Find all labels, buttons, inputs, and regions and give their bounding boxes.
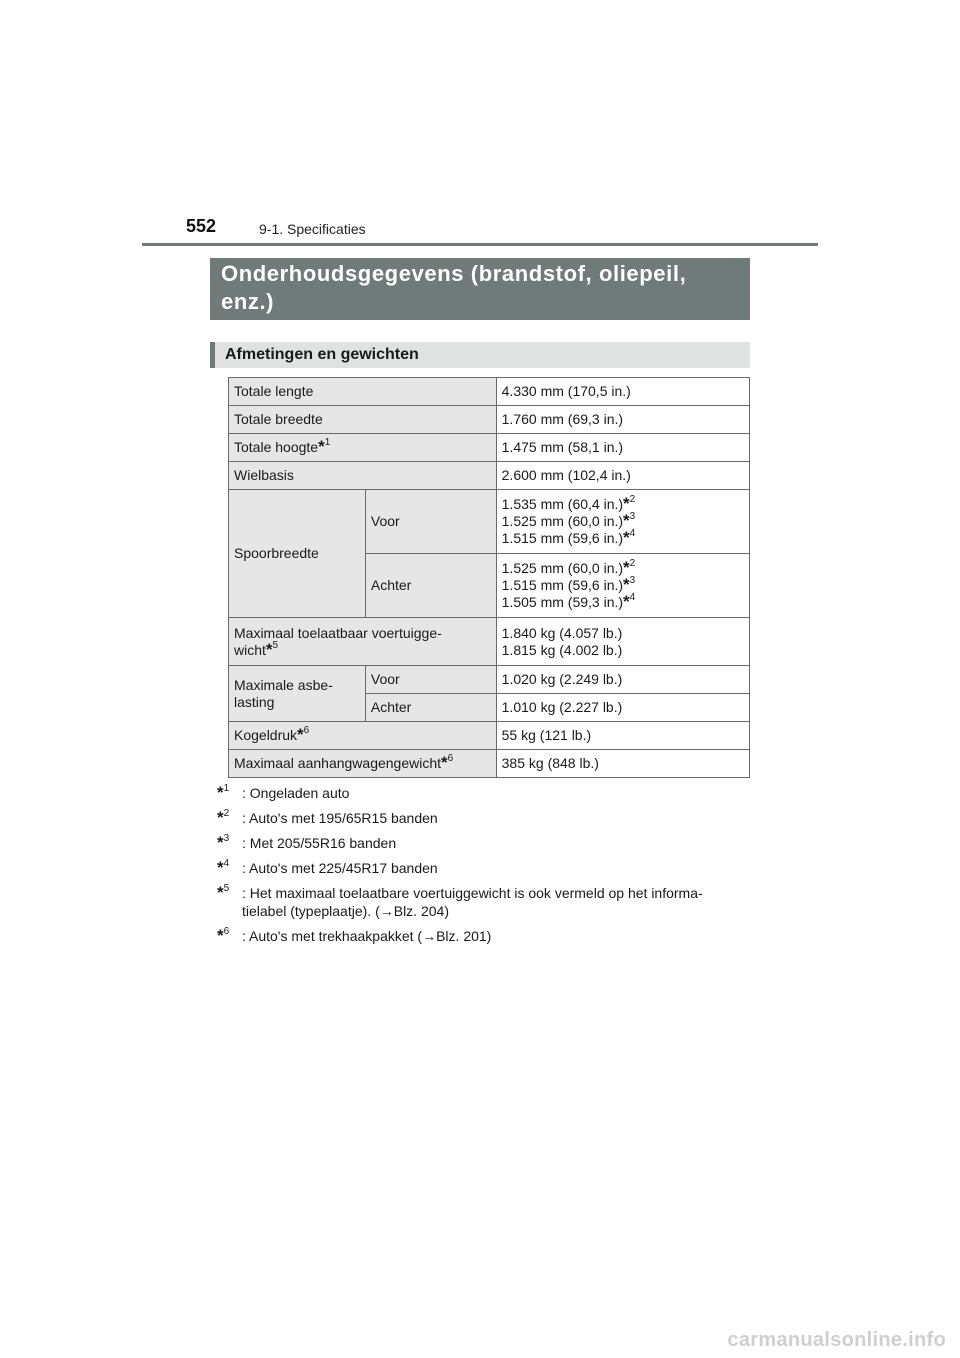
asterisk-icon: * [623, 528, 630, 547]
table-row [229, 462, 750, 490]
footnote-text: : Ongeladen auto [242, 785, 350, 801]
asterisk-icon: * [623, 575, 630, 594]
footnote-number: 2 [223, 808, 230, 819]
value-line: 1.535 mm (60,4 in.)*$^2$ [501, 494, 636, 513]
table-row [229, 490, 750, 554]
footnote-number: 5 [223, 883, 230, 894]
table-row [229, 406, 750, 434]
footnote-text: : Auto's met 195/65R15 banden [242, 810, 438, 826]
title-banner [210, 258, 750, 320]
asterisk-icon: * [623, 511, 630, 530]
row-label-axle-load [229, 666, 366, 722]
footnote-ref: 3 [629, 511, 636, 522]
table-row [229, 618, 750, 666]
footnote-ref: 4 [629, 528, 636, 539]
page-title: Onderhoudsgegevens (brandstof, oliepeil, enz.) [221, 261, 687, 314]
dimensions-table [228, 377, 750, 778]
value-line: 1.815 kg (4.002 lb.) [501, 641, 623, 658]
asterisk-icon: * [217, 833, 224, 852]
footnote-ref: 4 [629, 592, 636, 603]
axle-label-line: lasting [234, 693, 275, 710]
footnote-ref: 3 [629, 575, 636, 586]
value-axle-front: 1.020 kg (2.249 lb.) [496, 666, 749, 694]
value-line: 1.840 kg (4.057 lb.) [501, 624, 623, 641]
value-total-length: 4.330 mm (170,5 in.) [496, 378, 749, 406]
row-label-wheelbase: Wielbasis [229, 462, 497, 490]
row-label-gvw [229, 618, 497, 666]
value-total-height: 1.475 mm (58,1 in.) [496, 434, 749, 462]
row-label-trailer-weight: Maximaal aanhangwagengewicht*$^6$ [229, 750, 497, 778]
total-height-label: Totale hoogte [234, 439, 319, 455]
asterisk-icon: * [217, 858, 224, 877]
table-row [229, 434, 750, 462]
value-line: 1.525 mm (60,0 in.)*$^3$ [501, 511, 636, 530]
value-track-rear [496, 554, 749, 618]
axle-front-label: Voor [365, 666, 496, 694]
footnote-text: : Met 205/55R16 banden [242, 835, 397, 851]
row-label-total-width: Totale breedte [229, 406, 497, 434]
footnote-text: : Auto's met 225/45R17 banden [242, 860, 438, 876]
footnote-number: 3 [223, 833, 230, 844]
value-ball-load: 55 kg (121 lb.) [496, 722, 749, 750]
subsection-title: Afmetingen en gewichten [225, 346, 419, 363]
asterisk-icon: * [318, 437, 325, 456]
asterisk-icon: * [265, 639, 273, 659]
asterisk-icon: * [217, 808, 224, 827]
table-row [229, 750, 750, 778]
footnote-ref: 5 [272, 639, 279, 651]
value-gvw [496, 618, 749, 666]
footnotes [217, 784, 747, 952]
asterisk-icon: * [297, 725, 304, 744]
row-label-total-length: Totale lengte [229, 378, 497, 406]
footnote-item [217, 884, 747, 920]
footnote-item [217, 784, 747, 802]
footnote-number: 6 [223, 926, 230, 937]
asterisk-icon: * [623, 558, 630, 577]
gvw-label-line: Maximaal toelaatbaar voertuigge- [234, 624, 442, 641]
footnote-line: tielabel (typeplaatje). (→Blz. 204) [242, 903, 449, 919]
table-row [229, 378, 750, 406]
value-wheelbase: 2.600 mm (102,4 in.) [496, 462, 749, 490]
footnote-item [217, 859, 747, 877]
footnote-item [217, 927, 747, 945]
axle-rear-label: Achter [365, 694, 496, 722]
footnote-ref: 2 [629, 558, 636, 569]
page-number: 552 [186, 216, 217, 236]
track-rear-label: Achter [365, 554, 496, 618]
footnote-ref: 6 [447, 753, 454, 764]
footnote-text: : Auto's met trekhaakpakket (→Blz. 201) [242, 928, 492, 944]
value-line: 1.525 mm (60,0 in.)*$^2$ [501, 558, 636, 577]
footnote-item [217, 834, 747, 852]
footnote-ref: 1 [324, 437, 331, 448]
section-label: 9-1. Specificaties [259, 221, 366, 237]
track-front-label: Voor [365, 490, 496, 554]
asterisk-icon: * [217, 883, 224, 902]
value-line: 1.515 mm (59,6 in.)*$^4$ [501, 528, 636, 547]
value-line: 1.505 mm (59,3 in.)*$^4$ [501, 592, 636, 611]
table-row [229, 666, 750, 694]
subsection-heading [210, 342, 750, 368]
footnote-ref: 6 [303, 725, 310, 736]
footnote-ref: 2 [629, 494, 636, 505]
footnote-text [242, 884, 747, 920]
footnote-line: : Het maximaal toelaatbare voertuiggewicht is ook vermeld op het informa- [242, 885, 703, 901]
value-total-width: 1.760 mm (69,3 in.) [496, 406, 749, 434]
row-label-track: Spoorbreedte [229, 490, 366, 618]
footnote-number: 1 [223, 783, 230, 794]
asterisk-icon: * [217, 926, 224, 945]
value-trailer-weight: 385 kg (848 lb.) [496, 750, 749, 778]
asterisk-icon: * [441, 753, 448, 772]
axle-label-line: Maximale asbe- [234, 676, 333, 693]
row-label-ball-load: Kogeldruk*$^6$ [229, 722, 497, 750]
row-label-total-height [229, 434, 497, 462]
asterisk-icon: * [217, 783, 224, 802]
footnote-item [217, 809, 747, 827]
watermark: carmanualsonline.info [727, 1329, 946, 1351]
value-axle-rear: 1.010 kg (2.227 lb.) [496, 694, 749, 722]
value-track-front [496, 490, 749, 554]
gvw-label-line: wicht*$^5$ [234, 639, 279, 659]
table-row [229, 722, 750, 750]
asterisk-icon: * [623, 592, 630, 611]
value-line: 1.515 mm (59,6 in.)*$^3$ [501, 575, 636, 594]
asterisk-icon: * [623, 494, 630, 513]
footnote-number: 4 [223, 858, 230, 869]
header-rule [142, 243, 818, 246]
